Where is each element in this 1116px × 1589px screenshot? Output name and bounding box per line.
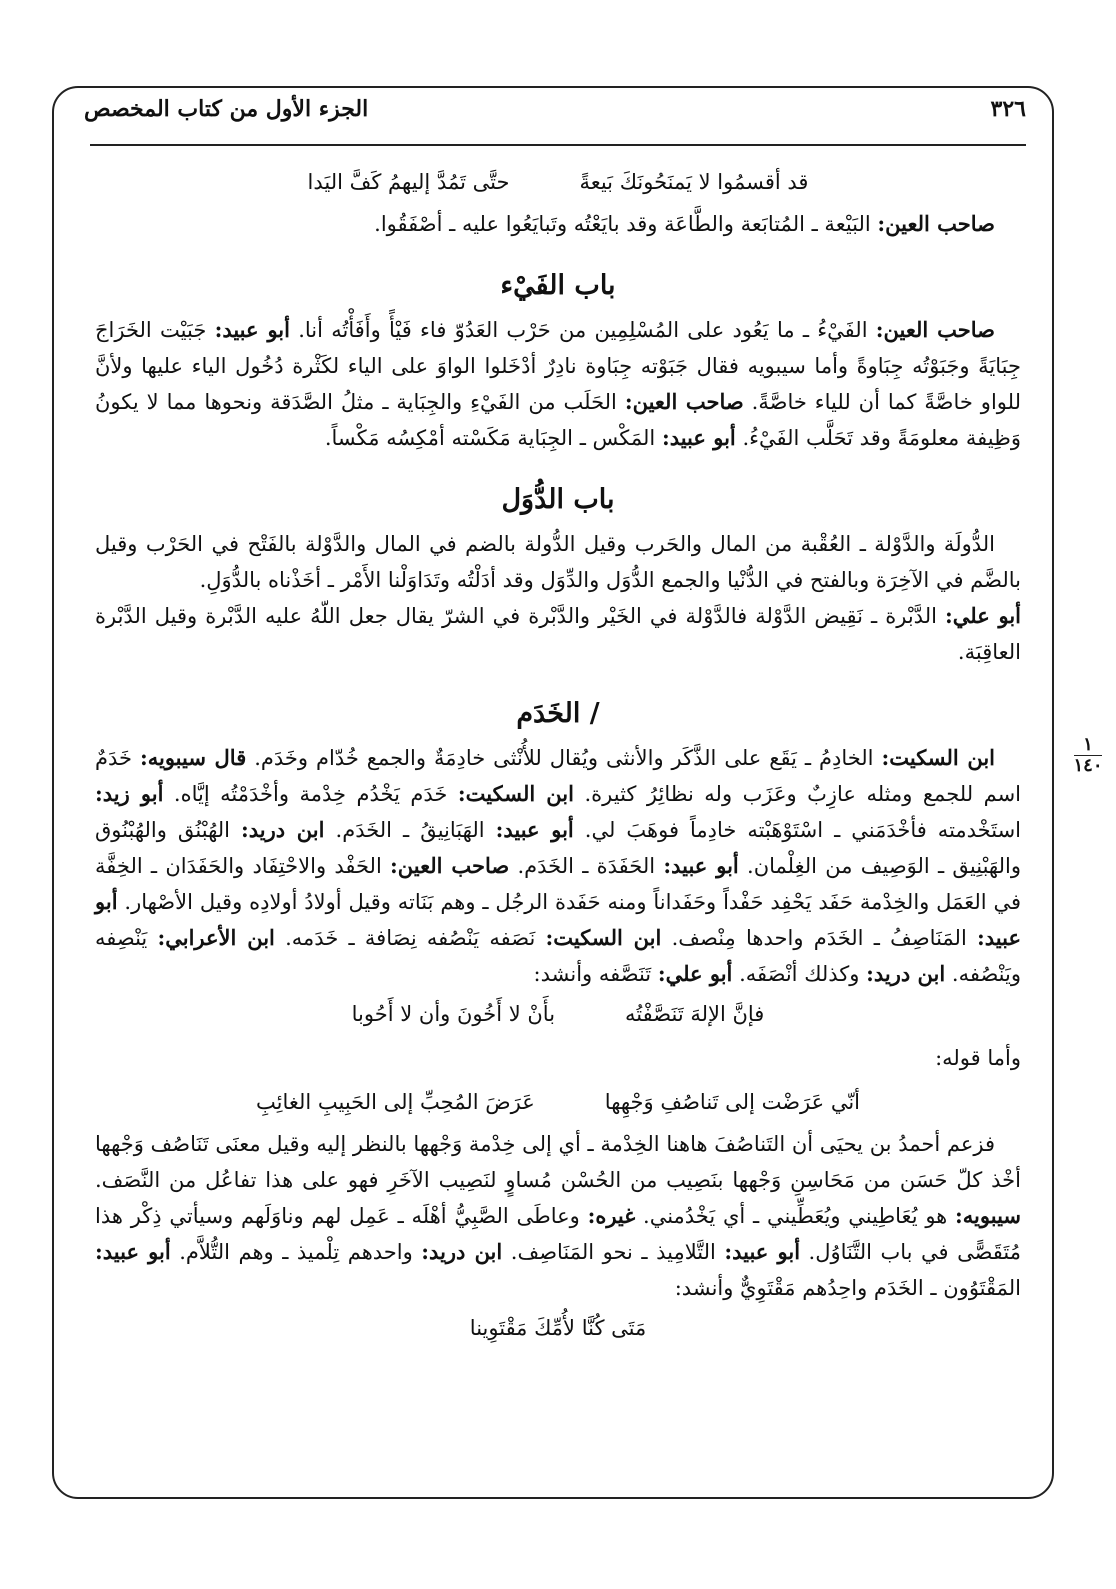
paragraph-text: الحَفْد والاحْتِفَاد والحَفَدَان ـ الخِفَّة في العَمَل والخِدْمة حَفَد يَحْفِد حَفْداً وحَفَداناً ومنه حَفَدة الرجُل ـ وهم بَنَاته وقيل أولادُ أولادِه وقيل الأصْهار. [95,854,1021,914]
running-title: الجزء الأول من كتاب المخصص [84,96,369,122]
authority-name: صاحب العين: [875,317,995,342]
running-header [84,92,1032,132]
page-body [95,160,1021,1352]
paragraph-text: المَكْس ـ الجِبَاية مَكَسْته أمْكِسُه مَكْساً. [324,426,662,450]
authority-name: أبو عبيد: [95,1239,171,1264]
paragraph-text: وكذلك أنْصَفَه. [732,962,867,986]
paragraph-text: تَنَصَّفه وأنشد: [533,962,658,986]
authority-name: أبو عبيد: [495,817,574,842]
paragraph-text: المَقْتَوُون ـ الخَدَم واحِدُهم مَقْتَوِيٌّ وأنشد: [674,1276,1021,1300]
paragraph-text: الدُّولَة والدَّوْلة ـ العُقْبة من المال والحَرب وقيل الدُّولة بالضم في المال والدَّوْلة بالفَتْح في الحَرْب وقيل بالضَّم في الآخِرَة وبالفتح في الدُّنْيا والجمع الدُّوَل والدِّوَل وقد أدَلْتُه وتَدَاوَلْنا الأَمْر ـ أخَذْناه بالدُّوَلِ. [95,532,1021,592]
section-heading: باب الدُّوَل [501,484,615,515]
paragraph-text: الهُبْنُق والهُبْنُوق والهَبْنِيق ـ الوَصِيف من الغِلْمان. [95,818,1021,878]
verse-hemistich-first: أنّي عَرَضْت إلى تَناصُفِ وَجْهِها [604,1090,861,1114]
paragraph-text: يَنْصِفه ويَنْصُفه. [95,926,1021,986]
authority-name: ابن الأعرابي: [157,925,275,950]
authority-name: ابن دريد: [241,817,325,842]
authority-name: أبو عبيد: [661,425,736,450]
paragraph-text: الحَلَب من الفَيْءِ والجِبَاية ـ مثلُ الصَّدَقة ونحوها مما لا يكونُ وَظِيفة معلومَةً وقد تَحَلَّب الفَيْءُ. [95,390,1021,450]
verse-hemistich-first: قد أقسمُوا لا يَمنَحُونَكَ بَيعةً [579,170,809,194]
authority-name: قال سيبويه: [139,745,247,770]
margin-page-reference [1070,735,1106,776]
verse-line [95,1084,1021,1120]
paragraph-text: خَدَم يَخْدُم خِدْمة وأخْدَمْتُه إيَّاه. [163,782,458,806]
paragraph-text: المَنَاصِفُ ـ الخَدَم واحدها مِنْصف. [661,926,978,950]
paragraph [95,740,1021,992]
authority-name: صاحب العين: [624,389,744,414]
verse-hemistich-second: حتَّى تَمُدَّ إليهمُ كَفَّ اليَدا [307,170,510,194]
paragraph-text: الخادِمُ ـ يَقَع على الذَّكَر والأنثى ويُقال للأُنْثى خادِمَةٌ والجمع خُدّام وخَدَم. [246,746,882,770]
authority-name: ابن السكيت: [457,781,574,806]
authority-name: أبو عبيد: [663,853,739,878]
transition-line: وأما قوله: [935,1046,1021,1070]
authority-name: سيبويه: [955,1203,1022,1228]
header-rule [90,144,1026,146]
authority-name: أبو عبيد: [95,889,1022,950]
verse-hemistich-second: بأَنْ لا أَخُونَ وأن لا أَحُوبا [351,1002,556,1026]
margin-ref-bottom: ١٤٠ [1073,755,1103,776]
margin-ref-top: ١ [1083,734,1093,755]
paragraph-text: استَخْدمته فأخْدَمَني ـ اسْتَوْهَبْته خادِماً فوهَبَ لي. [573,818,1021,842]
paragraph-text: واحدهم تِلْميذ ـ وهم التُّلاَّم. [170,1240,422,1264]
authority-name: أبو علي: [657,961,733,986]
paragraph-text: فزعم أحمدُ بن يحيَى أن التَناصُفَ هاهنا الخِدْمة ـ أي إلى خِدْمة وَجْهها بالنظر إليه وقيل معنَى تَنَاصُف وَجْهها أخْذ كلّ حَسَن من مَحَاسِنِ وَجْهها بنَصِيب من الحُسْن مُساوٍ لنَصِيب الآخَرِ فهو على هذا تفاعُل من النَّصَف. [95,1132,1021,1192]
paragraph-text: التَّلامِيذ ـ نحو المَنَاصِف. [502,1240,725,1264]
authority-name: أبو زيد: [95,781,164,806]
verse-line [95,1310,1021,1346]
authority-name: ابن دريد: [866,961,946,986]
verse-line [95,996,1021,1032]
verse-hemistich-second: عَرَضَ المُحِبِّ إلى الحَبِيبِ الغائِبِ [255,1090,535,1114]
paragraph-text: وعاطَى الصَّبِيُّ أهْلَه ـ عَمِل لهم وناوَلَهم وسيأتي ذِكْر هذا مُتَقَصًّى في باب التَّنَاوُل. [95,1204,1021,1264]
verse-line [95,164,1021,200]
paragraph-text: الدَّبْرة ـ نَقِيض الدَّوْلة فالدَّوْلة في الخَيْر والدَّبْرة في الشرّ يقال جعل اللّهُ عليه الدَّبْرة وقيل الدَّبْرة العاقِبَة. [95,604,1021,664]
paragraph [95,206,1021,242]
paragraph-text: نَصَفه يَنْصُفه نِصَافة ـ خَدَمه. [274,926,546,950]
paragraph [95,312,1021,456]
authority-name: صاحب العين: [877,211,995,236]
page-number: ٣٢٦ [990,96,1026,122]
section-heading: / الخَدَم [516,698,600,729]
paragraph-text: خَدَمٌ اسم للجمع ومثله عازِبٌ وعَزَب وله نظائِرُ كثيرة. [95,746,1021,806]
authority-name: أبو عبيد: [214,317,290,342]
paragraph-text: الهَبَانِيقُ ـ الخَدَم. [324,818,496,842]
verse-hemistich-first: فإنَّ الإلهَ تَنَصَّفْتُه [625,1002,765,1026]
paragraph-text: الفَيْءُ ـ ما يَعُود على المُسْلِمِين من حَرْب العَدُوّ فاء فَيْأً وأَفَأْتُه أنا. [289,318,876,342]
authority-name: ابن دريد: [421,1239,503,1264]
authority-name: ابن السكيت: [881,745,996,770]
authority-name: ابن السكيت: [545,925,662,950]
section-heading: باب الفَيْء [500,270,616,301]
paragraph [95,526,1021,598]
paragraph-text: البَيْعة ـ المُتابَعة والطَّاعَة وقد بايَعْتُه وتَبايَعُوا عليه ـ أصْفَقُوا. [374,212,878,236]
verse-single: مَتَى كُنَّا لأُمِّكَ مَقْتَوِينا [469,1316,647,1340]
paragraph-text: هو يُعَاطِيني ويُعَطِّيني ـ أي يَخْدُمني. [635,1204,956,1228]
paragraph [95,1126,1021,1306]
paragraph-text: جَبَيْت الخَرَاجَ جِبَايَةً وجَبَوْتُه جِبَاوةً وأما سيبويه فقال جَبَوْته جِبَاوة نادِرٌ أدْخَلوا الواوَ على الياء لكَثْرة دُخُول الياء عليها ولأنَّ للواو خاصَّةً كما أن للياء خاصَّةً. [95,318,1021,414]
authority-name: أبو عبيد: [724,1239,801,1264]
authority-name: غيره: [587,1203,636,1228]
paragraph [95,598,1021,670]
paragraph-text: الحَفَدَة ـ الخَدَم. [509,854,664,878]
authority-name: صاحب العين: [390,853,510,878]
authority-name: أبو علي: [945,603,1021,628]
